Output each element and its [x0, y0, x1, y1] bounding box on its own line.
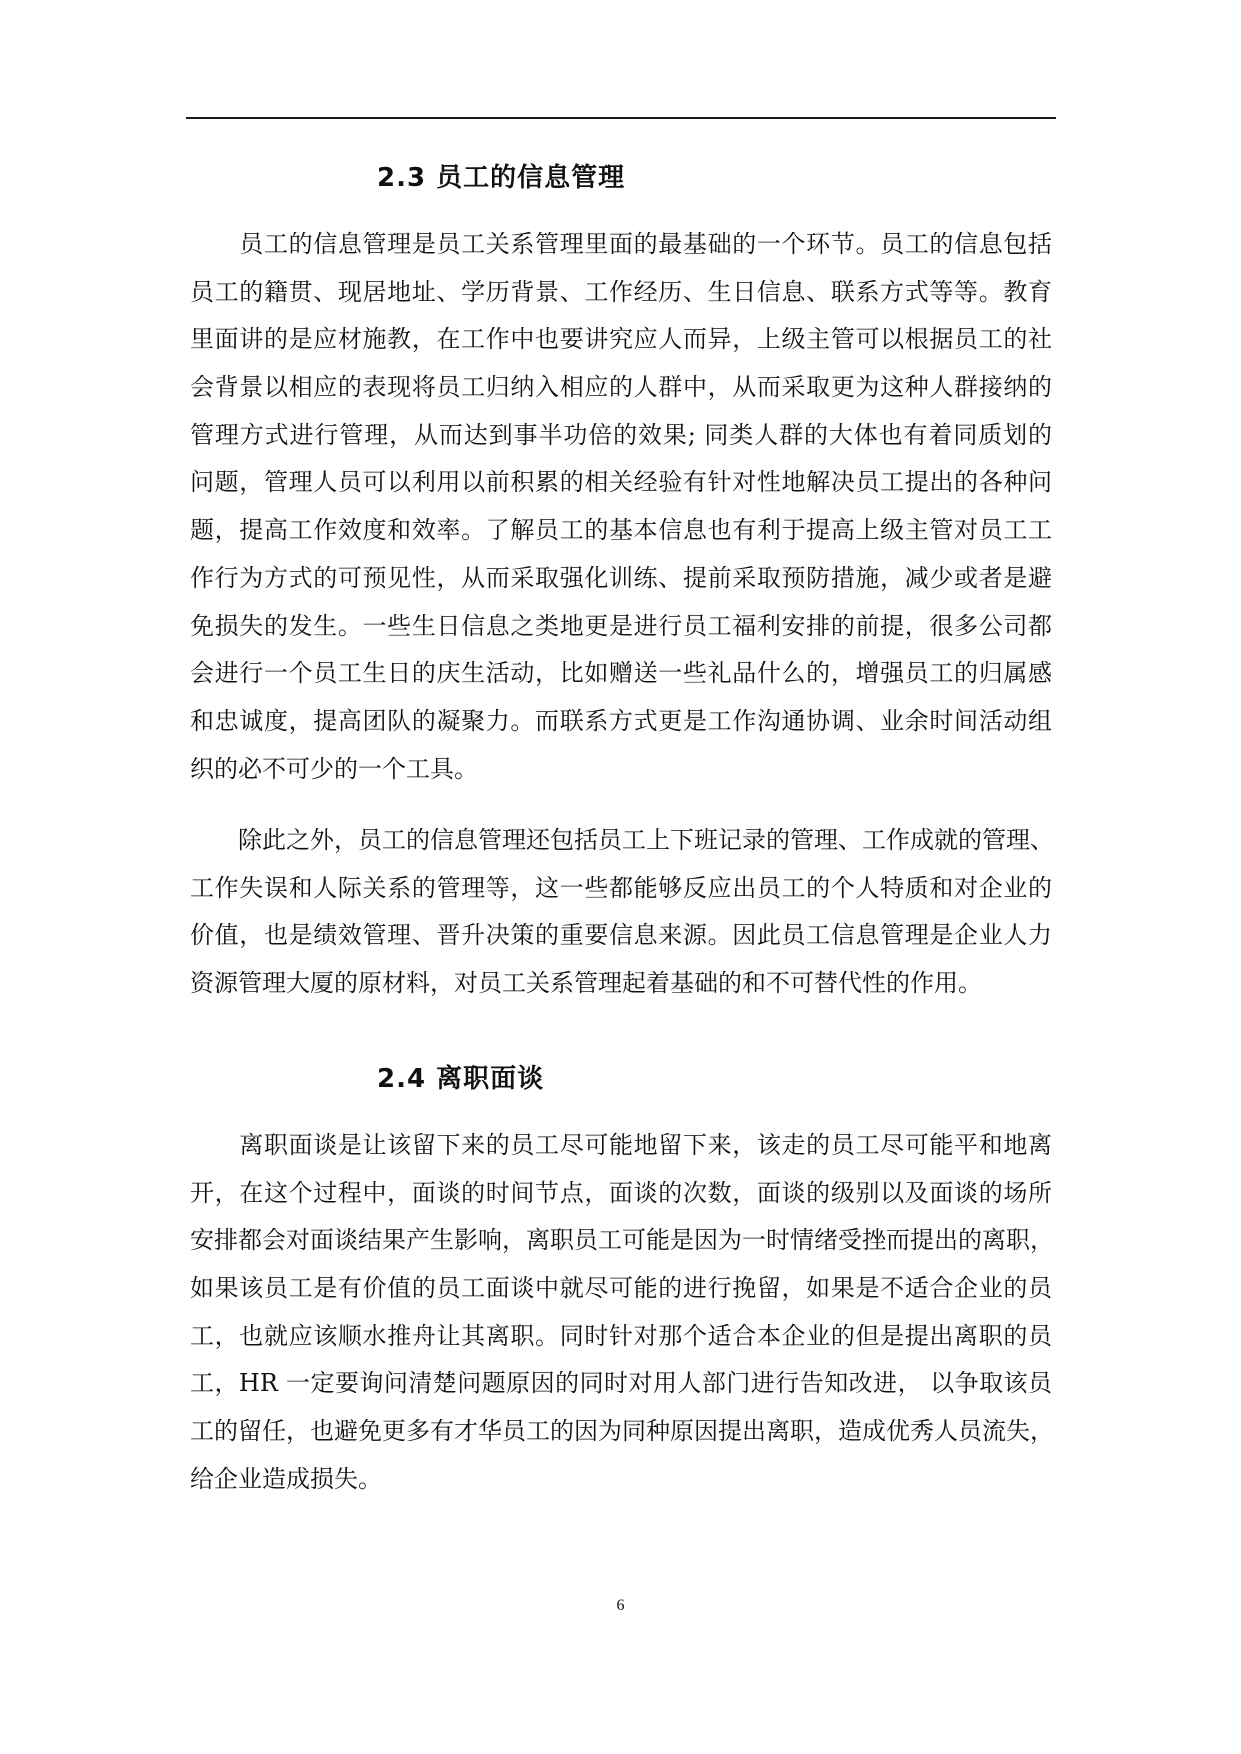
text-line: 员工的信息管理是员工关系管理里面的最基础的一个环节。员工的信息包括: [190, 230, 1052, 258]
text-line: 会背景以相应的表现将员工归纳入相应的人群中，从而采取更为这种人群接纳的: [190, 373, 1052, 402]
text-line: 作行为方式的可预见性，从而采取强化训练、提前采取预防措施，减少或者是避: [190, 563, 1052, 592]
text-line: 如果该员工是有价值的员工面谈中就尽可能的进行挽留，如果是不适合企业的员: [190, 1274, 1052, 1303]
text-line: 除此之外，员工的信息管理还包括员工上下班记录的管理、工作成就的管理、: [190, 826, 1054, 854]
text-line: 工作失误和人际关系的管理等，这一些都能够反应出员工的个人特质和对企业的: [190, 873, 1052, 902]
text-line: 安排都会对面谈结果产生影响，离职员工可能是因为一时情绪受挫而提出的离职，: [190, 1226, 1054, 1255]
text-line: 给企业造成损失。: [190, 1464, 382, 1493]
text-line: 织的必不可少的一个工具。: [190, 754, 478, 783]
text-line: 开，在这个过程中，面谈的时间节点，面谈的次数，面谈的级别以及面谈的场所: [190, 1178, 1052, 1207]
text-line: 和忠诚度，提高团队的凝聚力。而联系方式更是工作沟通协调、业余时间活动组: [190, 706, 1052, 735]
text-line: 离职面谈是让该留下来的员工尽可能地留下来，该走的员工尽可能平和地离: [190, 1131, 1052, 1159]
text-line: 工的留任，也避免更多有才华员工的因为同种原因提出离职，造成优秀人员流失，: [190, 1417, 1054, 1446]
paragraph-2-3-1: [190, 221, 1052, 793]
page-number: 6: [616, 1597, 625, 1614]
paragraph-2-4-1: [190, 1122, 1052, 1504]
header-rule: [186, 117, 1056, 119]
text-line: 里面讲的是应材施教，在工作中也要讲究应人而异，上级主管可以根据员工的社: [190, 325, 1052, 354]
section-heading-2-3: 2.3 员工的信息管理: [377, 163, 626, 193]
text-line: 工，也就应该顺水推舟让其离职。同时针对那个适合本企业的但是提出离职的员: [190, 1321, 1052, 1350]
text-line: 价值，也是绩效管理、晋升决策的重要信息来源。因此员工信息管理是企业人力: [190, 921, 1052, 950]
text-line: 问题，管理人员可以利用以前积累的相关经验有针对性地解决员工提出的各种问: [190, 468, 1052, 497]
text-line: 资源管理大厦的原材料，对员工关系管理起着基础的和不可替代性的作用。: [190, 969, 982, 998]
section-heading-2-4: 2.4 离职面谈: [377, 1064, 545, 1094]
text-line: 会进行一个员工生日的庆生活动，比如赠送一些礼品什么的，增强员工的归属感: [190, 659, 1052, 688]
text-line: 题，提高工作效度和效率。了解员工的基本信息也有利于提高上级主管对员工工: [190, 516, 1052, 545]
text-line: 工，HR 一定要询问清楚问题原因的同时对用人部门进行告知改进， 以争取该员: [190, 1369, 1052, 1398]
text-line: 免损失的发生。一些生日信息之类地更是进行员工福利安排的前提，很多公司都: [190, 611, 1052, 640]
paragraph-2-3-2: [190, 817, 1052, 1008]
text-line: 管理方式进行管理，从而达到事半功倍的效果; 同类人群的大体也有着同质划的: [190, 420, 1052, 449]
text-line: 员工的籍贯、现居地址、学历背景、工作经历、生日信息、联系方式等等。教育: [190, 277, 1052, 306]
